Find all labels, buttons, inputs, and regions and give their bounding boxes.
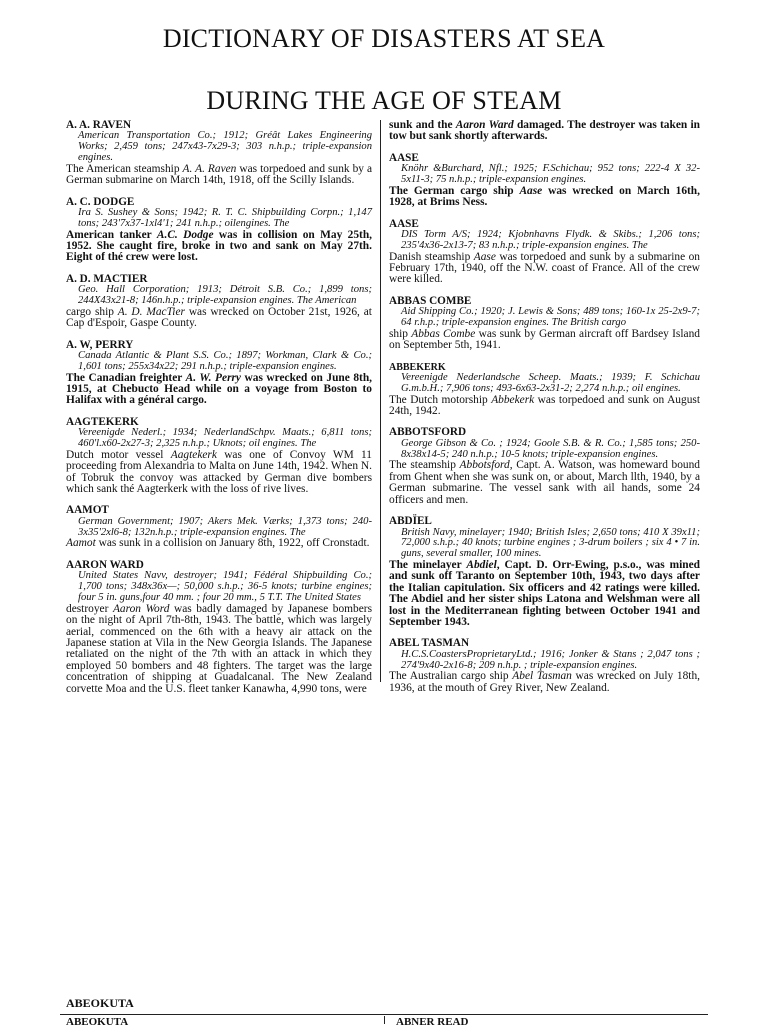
description-text: was wrecked on March 16th, 1928, at Brims Ness.: [389, 184, 700, 209]
description-text: destroyer: [66, 602, 113, 615]
entry-description: [389, 560, 700, 628]
description-text: , Capt. A. Watson, was homeward bound from Ghent when she was sunk on, or about, March llth, 1940, by a German submarine. The vessel sank with ail hands, some 24 officers and men.: [389, 459, 701, 506]
entry-specs: Canada Atlantic & Plant S.S. Co.; 1897; Workman, Clark & Co.; 1,601 tons; 255x34x22; 291 n.h.p.; triple-expansion engines.: [78, 350, 372, 372]
entry-headword: ABBOTSFORD: [389, 426, 467, 439]
entry-specs: George Gibson & Co. ; 1924; Goole S.B. & R. Co.; 1,585 tons; 250-8x38x14-5; 240 n.h.p.; 10-5 knots; triple-expansion engines.: [401, 437, 700, 460]
description-text: The American steamship: [66, 162, 183, 175]
ship-name: Abdiel: [466, 558, 497, 571]
entry-headword: AASE: [389, 151, 419, 164]
entry-headword: AAMOT: [66, 504, 109, 517]
description-text: ship: [389, 327, 412, 340]
entry-specs: Ira S. Sushey & Sons; 1942; R. T. C. Shipbuilding Corpn.; 1,147 tons; 243'7x37-1xl4'1; 241 n.h.p.; oilengines. The: [78, 207, 372, 229]
entry-aamot: [66, 505, 372, 549]
description-text: The Canadian freighter: [66, 371, 186, 384]
ship-name: Aase: [519, 184, 543, 197]
description-text: The steamship: [389, 459, 460, 472]
entry-description: [389, 460, 700, 506]
entry-ad-mactier: [66, 274, 372, 330]
left-column: [66, 119, 373, 695]
ship-name: Abel Tasman: [512, 670, 572, 683]
description-text: American tanker: [66, 228, 157, 241]
ship-name: Aaron Word: [112, 602, 170, 615]
footer-cut-right: ABNER READ: [396, 1016, 469, 1028]
entry-aaron-ward-cont: [389, 120, 700, 143]
description-text: The minelayer: [389, 558, 467, 571]
ship-name: Aase: [473, 250, 496, 263]
description-text: was sunk by German aircraft off Bardsey Island on September 5th, 1941.: [389, 327, 700, 352]
entry-description: [66, 604, 372, 695]
entry-abdiel: [389, 516, 700, 628]
description-text: The German cargo ship: [389, 184, 520, 197]
ship-name: A. D. MacTier: [117, 305, 185, 318]
ship-name: Aagtekerk: [170, 448, 217, 461]
entry-headword: A. W, PERRY: [66, 338, 134, 351]
entry-headword: AASE: [389, 217, 419, 230]
entry-description: [66, 230, 372, 264]
page-subtitle: DURING THE AGE OF STEAM: [206, 86, 562, 115]
description-text: was torpedoed and sunk by a submarine on February 17th, 1940, off the N.W. coast of France. All of the crew were killed.: [389, 250, 700, 286]
entry-headword: A. A. RAVEN: [66, 119, 132, 131]
description-text: The Dutch motorship: [389, 393, 492, 406]
entry-description: [389, 329, 700, 352]
entry-specs: German Government; 1907; Akers Mek. Værks; 1,373 tons; 240-3x35'2xl6-8; 132n.h.p.; triple-expansion engines. The: [78, 515, 372, 538]
entry-specs: American Transportation Co.; 1912; Gréât Lakes Engineering Works; 2,459 tons; 247x43-7x29-3; 303 n.h.p.; triple-expansion engines.: [78, 130, 372, 163]
entry-headword: ABDÏEL: [389, 515, 432, 528]
ship-name: Aamot: [66, 537, 96, 550]
description-text: was in collision on May 25th, 1952. She caught fire, broke in two and sank on May 27th. Eight of thé crew were lost.: [66, 228, 373, 264]
ship-name: Aaron Ward: [455, 119, 514, 131]
entry-headword: AAGTEKERK: [66, 415, 139, 428]
entry-description: [66, 538, 372, 549]
ship-name: A. A. Raven: [182, 162, 237, 175]
description-text: was wrecked on June 8th, 1915, at Chebucto Head while on a voyage from Boston to Halifax with a général cargo.: [66, 371, 373, 407]
description-text: was sunk in a collision on January 8th, 1922, off Cronstadt.: [95, 537, 370, 550]
entry-headword: ABBAS COMBE: [389, 294, 472, 307]
ship-name: Abbas Combe: [411, 327, 476, 340]
ship-name: A.C. Dodge: [156, 228, 214, 241]
description-text: was torpedoed and sunk on August 24th, 1942.: [389, 393, 700, 418]
description-text: The Australian cargo ship: [389, 670, 513, 683]
entry-specs: Aid Shipping Co.; 1920; J. Lewis & Sons; 489 tons; 160-1x 25-2x9-7; 64 r.h.p.; triple-expansion engines. The British cargo: [401, 306, 700, 329]
footer-rule: [60, 1014, 708, 1015]
entry-description: [66, 450, 372, 496]
description-text: was wrecked on July 18th, 1936, at the mouth of Grey River, New Zealand.: [389, 670, 700, 694]
entry-description: [66, 373, 372, 407]
description-text: was badly damaged by Japanese bombers on the night of April 7th-8th, 1943. The battle, which was largely aerial, commenced on the 6th with a heavy air attack on the Japanese station at Vila in the New Georgia Islands. The Japanese retaliated on the night of the 7th with an attack in which they employed 50 bombers and 48 fighters. The target was the large concentration of shipping at Guadalcanal. The New Zealand corvette Moa and the U.S. fleet tanker Kanawha, 4,990 tons, were: [66, 602, 373, 695]
entry-abbotsford: [389, 427, 700, 506]
entry-headword: ABEL TASMAN: [389, 637, 470, 650]
entry-description: [66, 164, 372, 187]
entry-description: [389, 395, 700, 418]
description-text: Danish steamship: [389, 250, 474, 263]
description-text: was wrecked on October 21st, 1926, at Cap d'Espoir, Gaspe County.: [66, 305, 372, 330]
entry-aagtekerk: [66, 417, 372, 496]
entry-aase-1: [389, 153, 700, 209]
entry-specs: Geo. Hall Corporation; 1913; Détroit S.B. Co.; 1,899 tons; 244X43x21-8; 146n.h.p.; triple-expansion engines. The American: [78, 284, 372, 307]
ship-name: A. W. Perry: [185, 371, 241, 384]
entry-specs: British Navy, minelayer; 1940; British Isles; 2,650 tons; 410 X 39x11; 72,000 s.h.p.; 40 knots; turbine engines ; 3-drum boilers ; six 4 • 7 in. guns, several smaller, 100 mines.: [401, 526, 700, 560]
footer-heading: ABEOKUTA: [66, 996, 134, 1010]
footer-divider: [384, 1016, 385, 1024]
entry-description: [66, 307, 372, 330]
entry-specs: United States Navv, destroyer; 1941; Fédéral Shipbuilding Co.; 1,700 tons; 348x36x—; 50,000 s.h.p.; 36-5 knots; turbine engines; four 5 in. guns,four 40 mm. ; four 20 mm., 5 T.T. The United States: [78, 570, 372, 603]
entry-aaron-ward: [66, 560, 372, 695]
column-divider: [380, 120, 381, 682]
description-text: sunk and the: [389, 119, 456, 131]
description-text: cargo ship: [66, 305, 118, 318]
description-text: damaged. The destroyer was taken in tow but sank shortly afterwards.: [389, 119, 700, 143]
entry-description: [389, 671, 700, 694]
entry-description: [389, 186, 700, 209]
entry-headword: A. D. MACTIER: [66, 272, 148, 285]
entry-specs: Vereenigde Nederlandsche Scheep. Maats.; 1939; F. Schichau G.m.b.H.; 7,906 tons; 493-6x63-2x31-2; 2,274 n.h.p.; oil engines.: [401, 372, 700, 394]
entry-aa-raven: [66, 120, 372, 187]
entry-abel-tasman: [389, 638, 700, 694]
entry-headword: AARON WARD: [66, 558, 144, 571]
description-text: Dutch motor vessel: [66, 448, 171, 461]
footer-cut-left: ABEOKUTA: [66, 1016, 129, 1028]
entry-specs: H.C.S.CoastersProprietaryLtd.; 1916; Jonker & Stans ; 2,047 tons ; 274'9x40-2x16-8; 209 n.h.p. ; triple-expansion engines.: [401, 648, 700, 671]
entry-aase-2: [389, 219, 700, 286]
entry-abbas-combe: [389, 296, 700, 352]
ship-name: Abbekerk: [491, 393, 535, 406]
entry-specs: Knöhr &Burchard, Nfl.; 1925; F.Schichau; 952 tons; 222-4 X 32-5x11-3; 75 n.h.p.; triple-expansion engines.: [401, 163, 700, 186]
entry-specs: DIS Torm A/S; 1924; Kjobnhavns Flydk. & Skibs.; 1,206 tons; 235'4x36-2x13-7; 83 n.h.p.; triple-expansion engines. The: [401, 229, 700, 251]
ship-name: Abbotsford: [459, 459, 510, 472]
entry-description: [389, 252, 700, 286]
description-text: was torpedoed and sunk by a German submarine on March 14th, 1918, off the Scilly Islands.: [66, 162, 373, 187]
description-text: was one of Convoy WM 11 proceeding from Alexandria to Malta on June 14th, 1942. When N. of Tobruk the convoy was attacked by German dive bombers which sank thé Aagterkerk with the loss of rive lives.: [66, 448, 372, 496]
right-column: [389, 119, 701, 694]
entry-aw-perry: [66, 340, 372, 407]
entry-ac-dodge: [66, 197, 372, 264]
entry-description: [389, 120, 700, 143]
description-text: , Capt. D. Orr-Ewing, p.s.o., was mined and sunk off Taranto on September 10th, 1943, two days after the Italian capitulation. Six officers and 42 ratings were killed. The Abdiel and her sister ships Latona and Welshman were all lost in the Mediterranean fighting between October 1941 and September 1943.: [389, 558, 700, 628]
page-title: DICTIONARY OF DISASTERS AT SEA: [162, 24, 606, 53]
entry-abbekerk: [389, 362, 700, 418]
entry-headword: ABBEKERK: [389, 361, 446, 373]
entry-specs: Vereenigde Nederl.; 1934; NederlandSchpv. Maats.; 6,811 tons; 460'l.x60-2x27-3; 2,325 n.h.p.; Uknots; oil engines. The: [78, 427, 372, 450]
entry-headword: A. C. DODGE: [66, 195, 135, 208]
